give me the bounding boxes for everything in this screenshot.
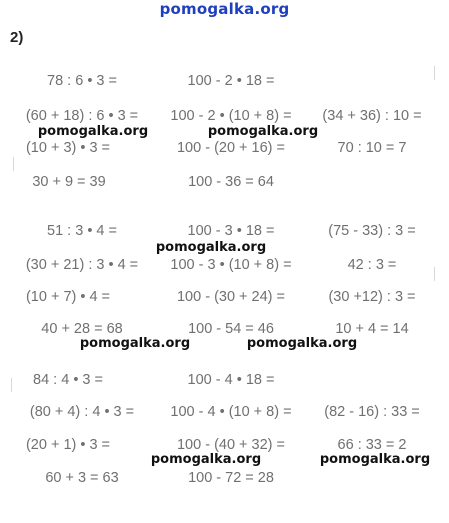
expression-b3-c2-r4: 100 - 72 = 28 xyxy=(188,470,274,486)
expression-b2-c1-r2: (30 + 21) : 3 • 4 = xyxy=(25,257,139,273)
expression-b3-c1-r2: (80 + 4) : 4 • 3 = xyxy=(29,404,135,420)
expression-b1-c3-r3: 70 : 10 = 7 xyxy=(337,140,407,156)
watermark: pomogalka.org xyxy=(37,124,149,139)
expression-b1-c1-r3: (10 + 3) • 3 = xyxy=(25,140,111,156)
expression-b1-c1-r1: 78 : 6 • 3 = xyxy=(47,73,117,89)
watermark: pomogalka.org xyxy=(246,336,358,351)
expression-b2-c2-r2: 100 - 3 • (10 + 8) = xyxy=(170,257,292,273)
watermark: pomogalka.org xyxy=(319,452,431,467)
expression-b1-c2-r3: 100 - (20 + 16) = xyxy=(176,140,286,156)
expression-b1-c3-r2: (34 + 36) : 10 = xyxy=(322,108,422,124)
scan-speck xyxy=(13,157,14,171)
expression-b3-c3-r2: (82 - 16) : 33 = xyxy=(324,404,420,420)
expression-b2-c3-r2: 42 : 3 = xyxy=(347,257,397,273)
expression-b3-c3-r3: 66 : 33 = 2 xyxy=(337,437,407,453)
scan-speck xyxy=(11,378,12,392)
expression-b1-c1-r4: 30 + 9 = 39 xyxy=(32,174,106,190)
expression-b1-c2-r1: 100 - 2 • 18 = xyxy=(187,73,275,89)
scan-speck xyxy=(434,267,435,281)
expression-b2-c3-r4: 10 + 4 = 14 xyxy=(335,321,409,337)
expression-b3-c2-r3: 100 - (40 + 32) = xyxy=(176,437,286,453)
expression-b3-c2-r2: 100 - 4 • (10 + 8) = xyxy=(170,404,292,420)
expression-b2-c3-r3: (30 +12) : 3 = xyxy=(328,289,416,305)
scan-speck xyxy=(434,66,435,80)
watermark: pomogalka.org xyxy=(150,452,262,467)
expression-b1-c1-r2: (60 + 18) : 6 • 3 = xyxy=(25,108,139,124)
expression-b3-c2-r1: 100 - 4 • 18 = xyxy=(187,372,275,388)
expression-b2-c1-r1: 51 : 3 • 4 = xyxy=(47,223,117,239)
expression-b2-c2-r1: 100 - 3 • 18 = xyxy=(187,223,275,239)
site-logo: pomogalka.org xyxy=(159,0,290,18)
expression-b3-c1-r4: 60 + 3 = 63 xyxy=(45,470,119,486)
watermark: pomogalka.org xyxy=(79,336,191,351)
expression-b1-c2-r2: 100 - 2 • (10 + 8) = xyxy=(170,108,292,124)
expression-b3-c1-r3: (20 + 1) • 3 = xyxy=(25,437,111,453)
problem-number: 2) xyxy=(10,29,24,46)
expression-b2-c2-r4: 100 - 54 = 46 xyxy=(188,321,274,337)
expression-b2-c1-r3: (10 + 7) • 4 = xyxy=(25,289,111,305)
expression-b3-c1-r1: 84 : 4 • 3 = xyxy=(33,372,103,388)
watermark: pomogalka.org xyxy=(155,240,267,255)
expression-b2-c2-r3: 100 - (30 + 24) = xyxy=(176,289,286,305)
expression-b2-c1-r4: 40 + 28 = 68 xyxy=(41,321,123,337)
expression-b1-c2-r4: 100 - 36 = 64 xyxy=(188,174,274,190)
watermark: pomogalka.org xyxy=(207,124,319,139)
expression-b2-c3-r1: (75 - 33) : 3 = xyxy=(328,223,416,239)
